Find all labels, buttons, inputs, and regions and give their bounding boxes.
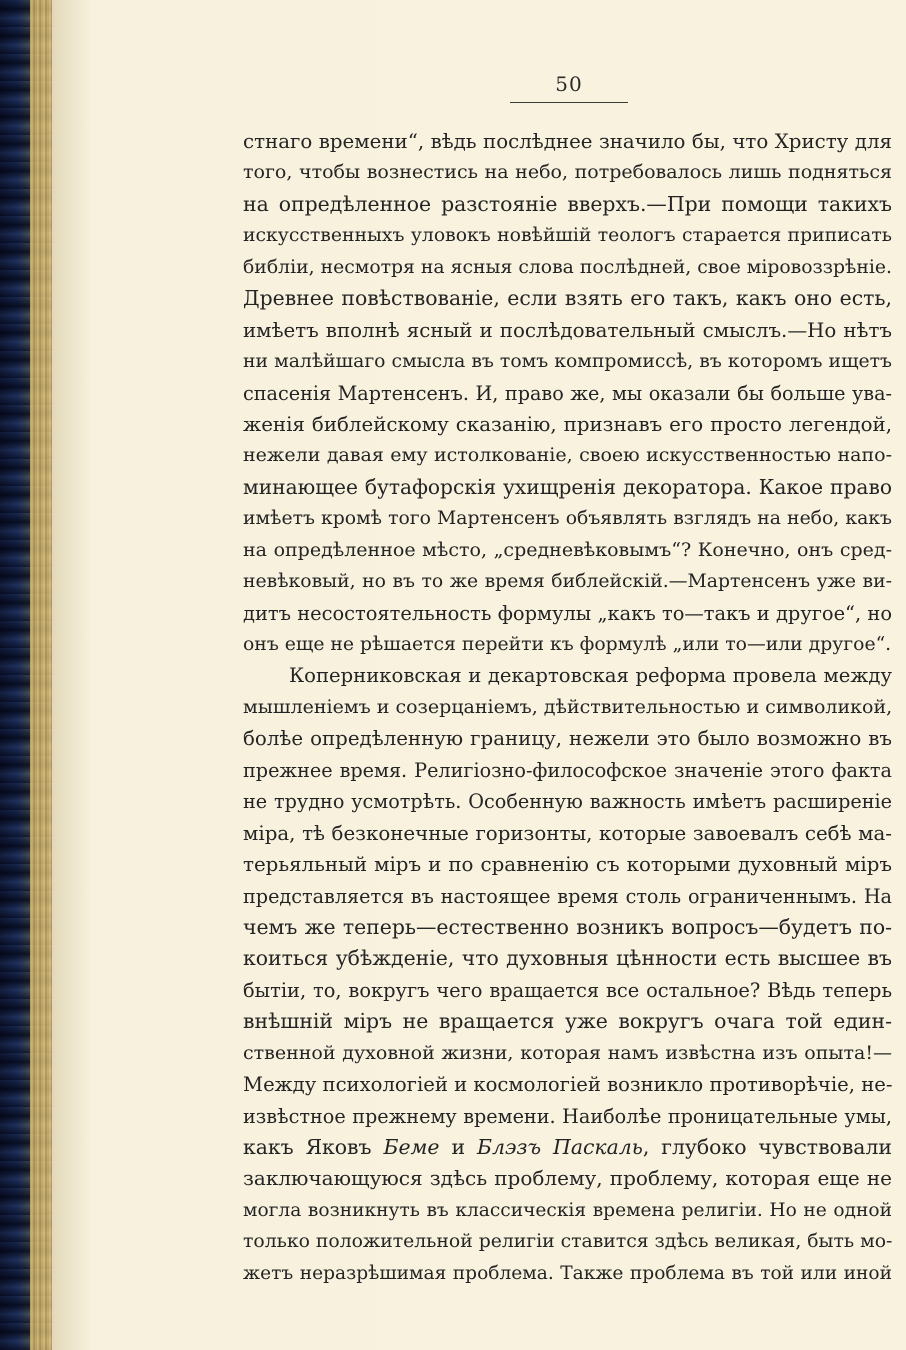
text-line: чемъ же теперь—естественно возникъ вопросъ—будетъ по- [243,914,892,939]
text-line: мышленіемъ и созерцаніемъ, дѣйствительностью и символикой, [243,695,893,718]
gutter-shadow [52,0,92,1350]
text-line-with-names [243,1132,892,1163]
text-line-paragraph-end: онъ еще не рѣшается перейти къ формулѣ „или то—или другое“. [243,634,892,655]
text-line: болѣе опредѣленную границу, нежели это было возможно въ [243,727,892,751]
text-line: только положительной религіи ставится здѣсь великая, быть мо- [243,1231,893,1253]
text-line: міра, тѣ безконечные горизонты, которые завоевалъ себѣ ма- [243,821,892,845]
text-line: спасенія Мартенсенъ. И, право же, мы оказали бы больше ува- [243,381,892,405]
text-segment: и [439,1135,477,1159]
text-line-paragraph-start: Коперниковская и декартовская реформа провела между [289,664,892,688]
text-line: внѣшній міръ не вращается уже вокругъ очага той един- [243,1009,892,1034]
author-name-pascal: Блэзъ Паскаль [477,1135,643,1159]
text-line: стнаго времени“, вѣдь послѣднее значило бы, что Христу для [243,130,892,153]
text-segment: , глубоко чувствовали [642,1135,893,1159]
text-line: нежели давая ему истолкованіе, своею искусственностью напо- [243,444,892,467]
author-name-beme: Беме [383,1135,440,1159]
text-line: не трудно усмотрѣть. Особенную важность имѣетъ расширеніе [243,790,892,814]
text-line: того, чтобы вознестись на небо, потребовалось лишь подняться [243,161,892,184]
text-line: прежнее время. Религіозно-философское значеніе этого факта [243,758,892,782]
text-line: ственной духовной жизни, которая намъ извѣстна изъ опыта!— [243,1041,892,1064]
header-rule [510,102,628,103]
text-line: на опредѣленное разстояніе вверхъ.—При помощи такихъ [243,191,892,216]
text-line: заключающуюся здѣсь проблему, проблему, которая еще не [243,1166,892,1191]
page-number: 50 [555,72,583,96]
text-line: искусственныхъ уловокъ новѣйшій теологъ старается приписать [243,225,892,247]
text-line: на опредѣленное мѣсто, „средневѣковымъ“? Конечно, онъ сред- [243,538,892,561]
text-line: женія библейскому сказанію, признавъ его просто легендой, [243,412,892,436]
text-line: жетъ неразрѣшимая проблема. Также проблема въ той или иной [243,1262,892,1284]
text-line: могла возникнуть въ классическія времена религіи. Но не одной [243,1199,892,1221]
text-line: ни малѣйшаго смысла въ томъ компромиссѣ, въ которомъ ищетъ [243,351,892,373]
text-line: Между психологіей и космологіей возникло противорѣчіе, не- [243,1073,893,1097]
text-segment: какъ Яковъ [243,1135,384,1159]
text-line: невѣковый, но въ то же время библейскій.—Мартенсенъ уже ви- [243,571,892,593]
text-line: коиться убѣжденіе, что духовныя цѣнности есть высшее въ [243,946,892,971]
text-line: Древнее повѣствованіе, если взять его такъ, какъ оно есть, [243,286,892,311]
body-text [243,126,892,1289]
page-header [510,72,628,103]
text-line: имѣетъ вполнѣ ясный и послѣдовательный смыслъ.—Но нѣтъ [243,318,892,342]
text-line: терьяльный міръ и по сравненію съ которыми духовный міръ [243,853,892,877]
text-line: дитъ несостоятельность формулы „какъ то—такъ и другое“, но [243,601,892,625]
text-line: представляется въ настоящее время столь ограниченнымъ. На [243,884,892,908]
text-line: бытіи, то, вокругъ чего вращается все остальное? Вѣдь теперь [243,978,892,1002]
text-line: извѣстное прежнему времени. Наиболѣе проницательные умы, [243,1104,892,1128]
text-line: библіи, несмотря на ясныя слова послѣдней, свое міровоззрѣніе. [243,256,892,278]
page-edges [30,0,52,1350]
text-line: имѣетъ кромѣ того Мартенсенъ объявлять взглядъ на небо, какъ [243,508,892,530]
text-line: минающее бутафорскія ухищренія декоратора. Какое право [243,474,892,499]
